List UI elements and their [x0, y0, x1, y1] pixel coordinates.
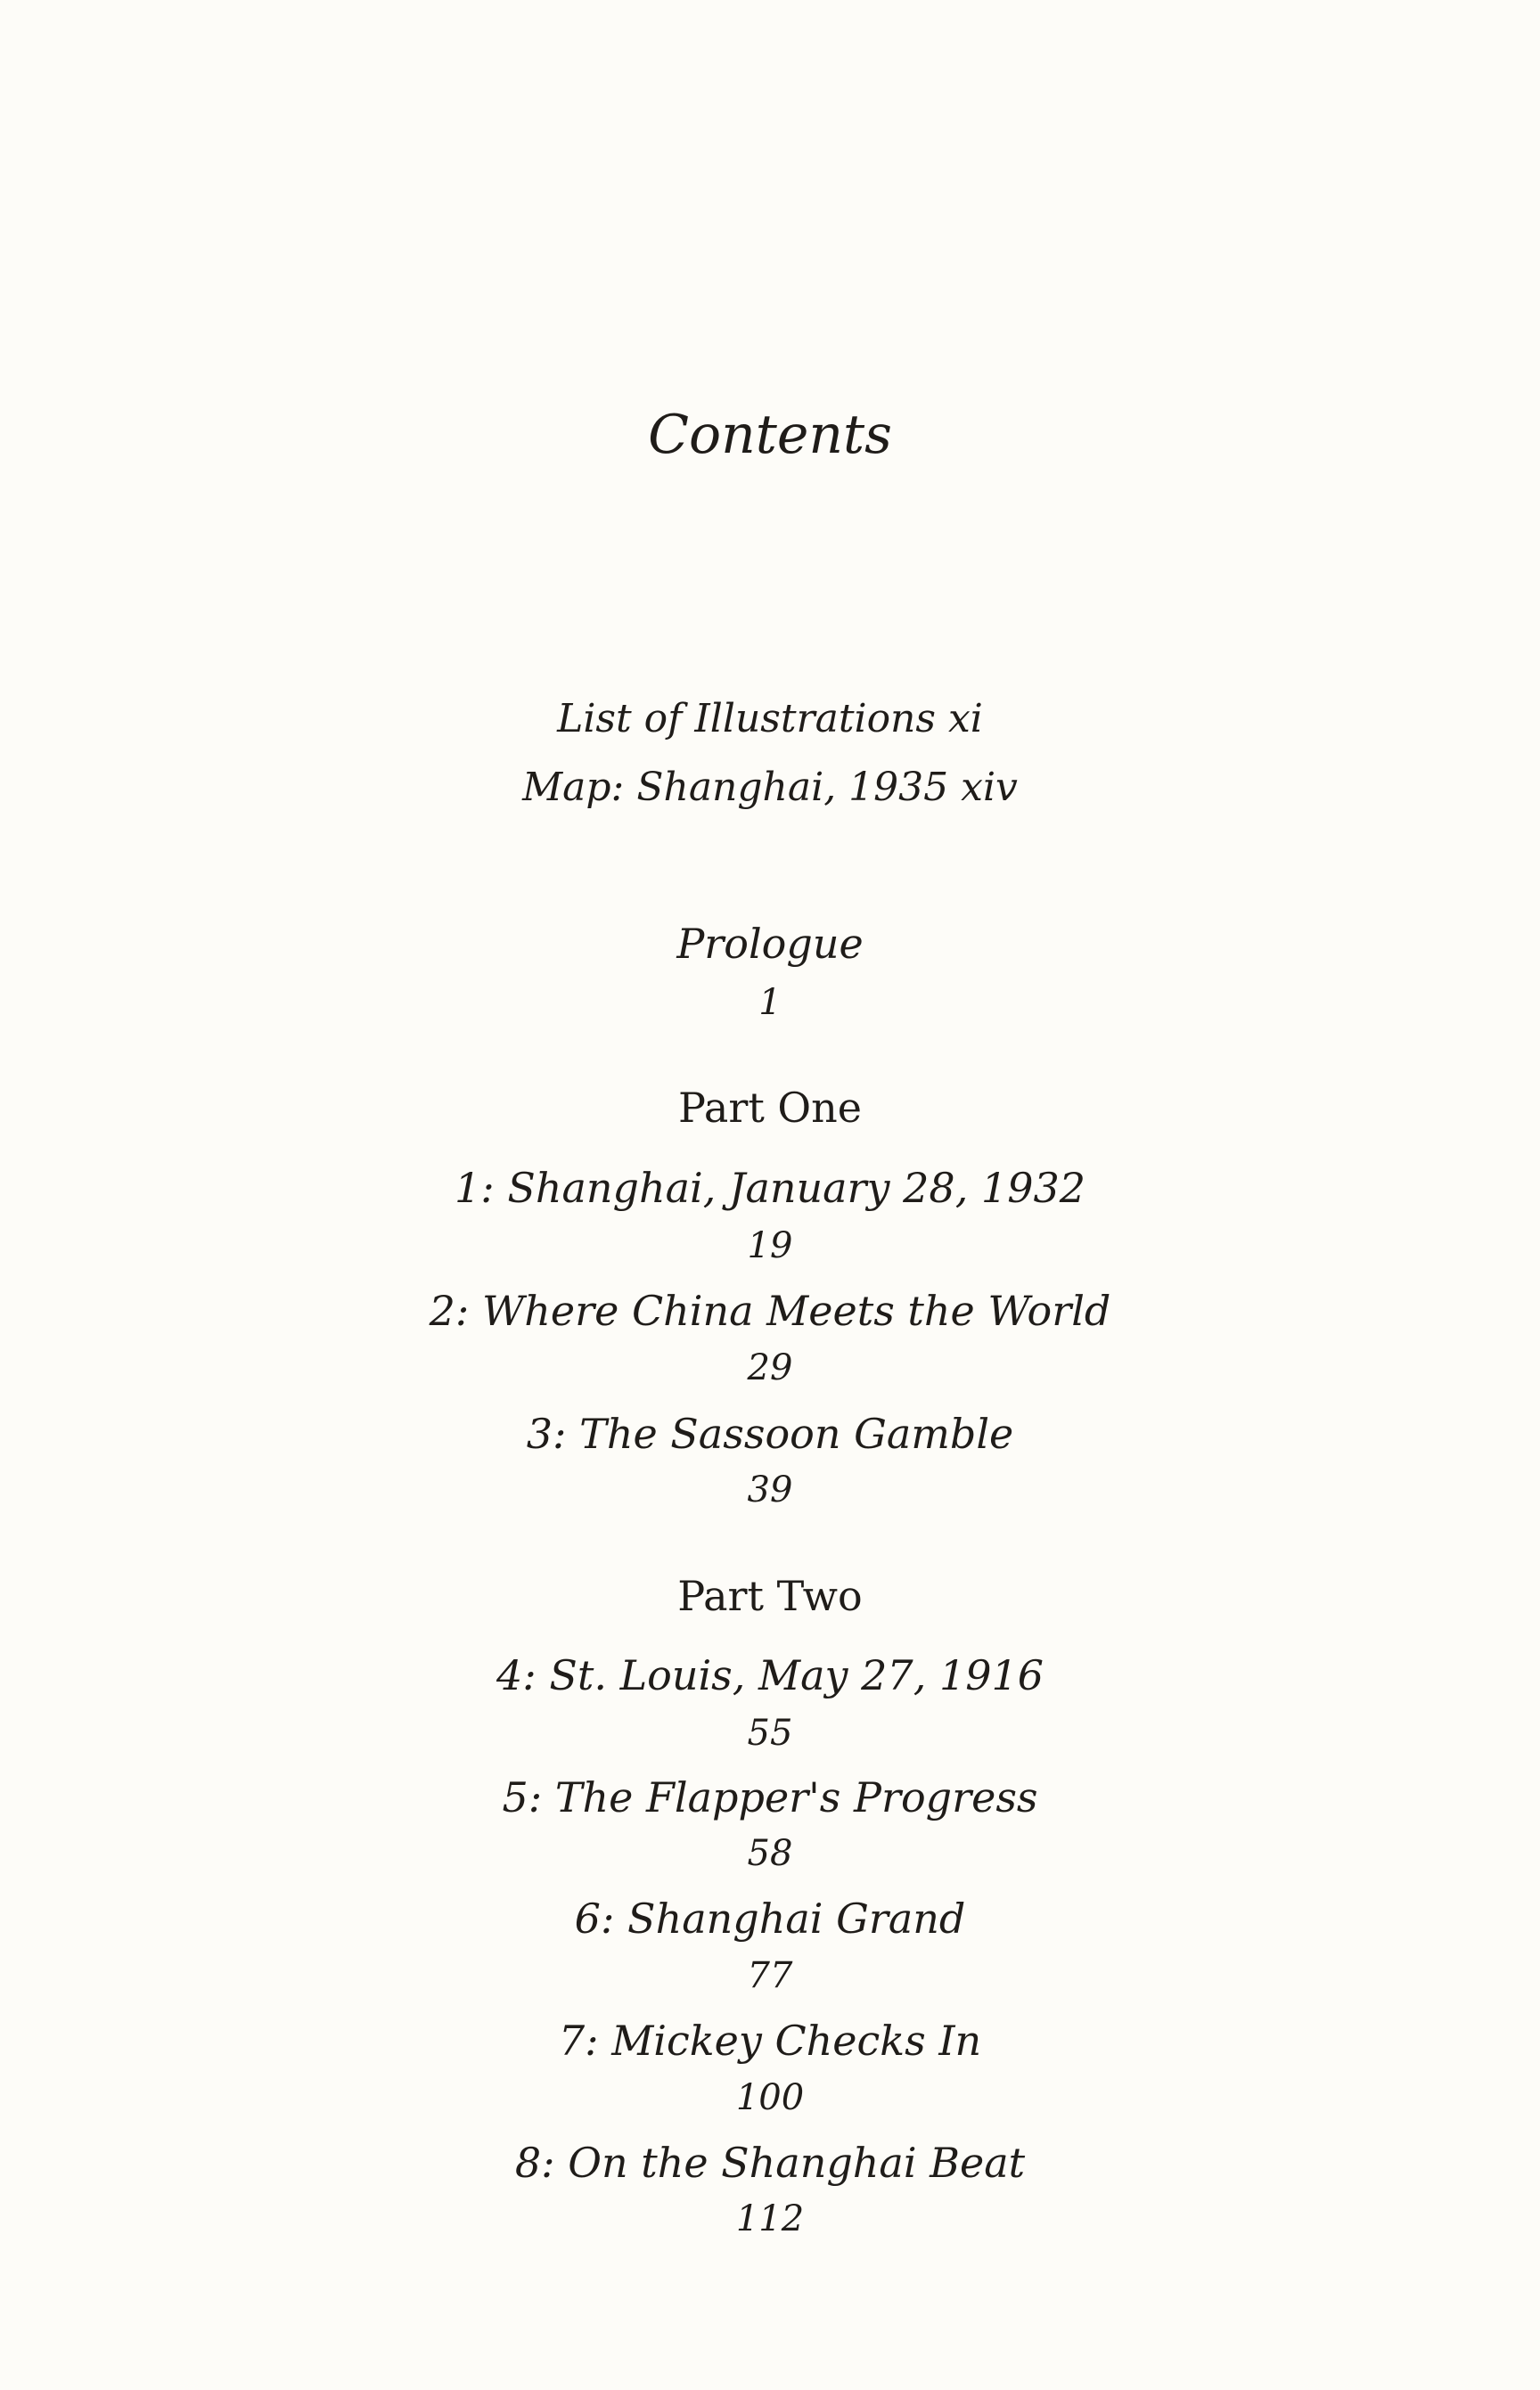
chapter-page: 19 — [747, 1225, 793, 1266]
chapter-page: 77 — [747, 1955, 793, 1996]
chapter-title: 2: Where China Meets the World — [429, 1287, 1111, 1335]
chapter-title: 3: The Sassoon Gamble — [526, 1410, 1014, 1458]
chapter-title: 7: Mickey Checks In — [558, 2017, 982, 2065]
chapter-title: 5: The Flapper's Progress — [502, 1773, 1038, 1821]
part-heading: Part Two — [677, 1572, 863, 1620]
entry-label: List of Illustrations — [557, 696, 936, 741]
entry-page: xi — [947, 696, 983, 741]
chapter-title: 1: Shanghai, January 28, 1932 — [454, 1164, 1085, 1212]
part-heading: Part One — [678, 1084, 862, 1132]
chapter-title: 4: St. Louis, May 27, 1916 — [496, 1651, 1044, 1699]
chapter-page: 112 — [735, 2198, 805, 2239]
entry-page: xiv — [961, 765, 1018, 810]
front-matter-entry — [0, 765, 1540, 810]
page-title: Contents — [648, 404, 892, 466]
chapter-title: 8: On the Shanghai Beat — [514, 2139, 1026, 2187]
chapter-page: 100 — [735, 2077, 805, 2118]
chapter-page: 58 — [747, 1833, 793, 1874]
prologue-page: 1 — [758, 982, 782, 1023]
chapter-page: 55 — [747, 1713, 793, 1754]
chapter-title: 6: Shanghai Grand — [574, 1895, 966, 1943]
chapter-page: 39 — [747, 1469, 793, 1510]
entry-label: Map: Shanghai, 1935 — [522, 765, 949, 810]
chapter-page: 29 — [747, 1347, 793, 1388]
front-matter-entry — [0, 696, 1540, 741]
prologue-label: Prologue — [676, 920, 864, 968]
